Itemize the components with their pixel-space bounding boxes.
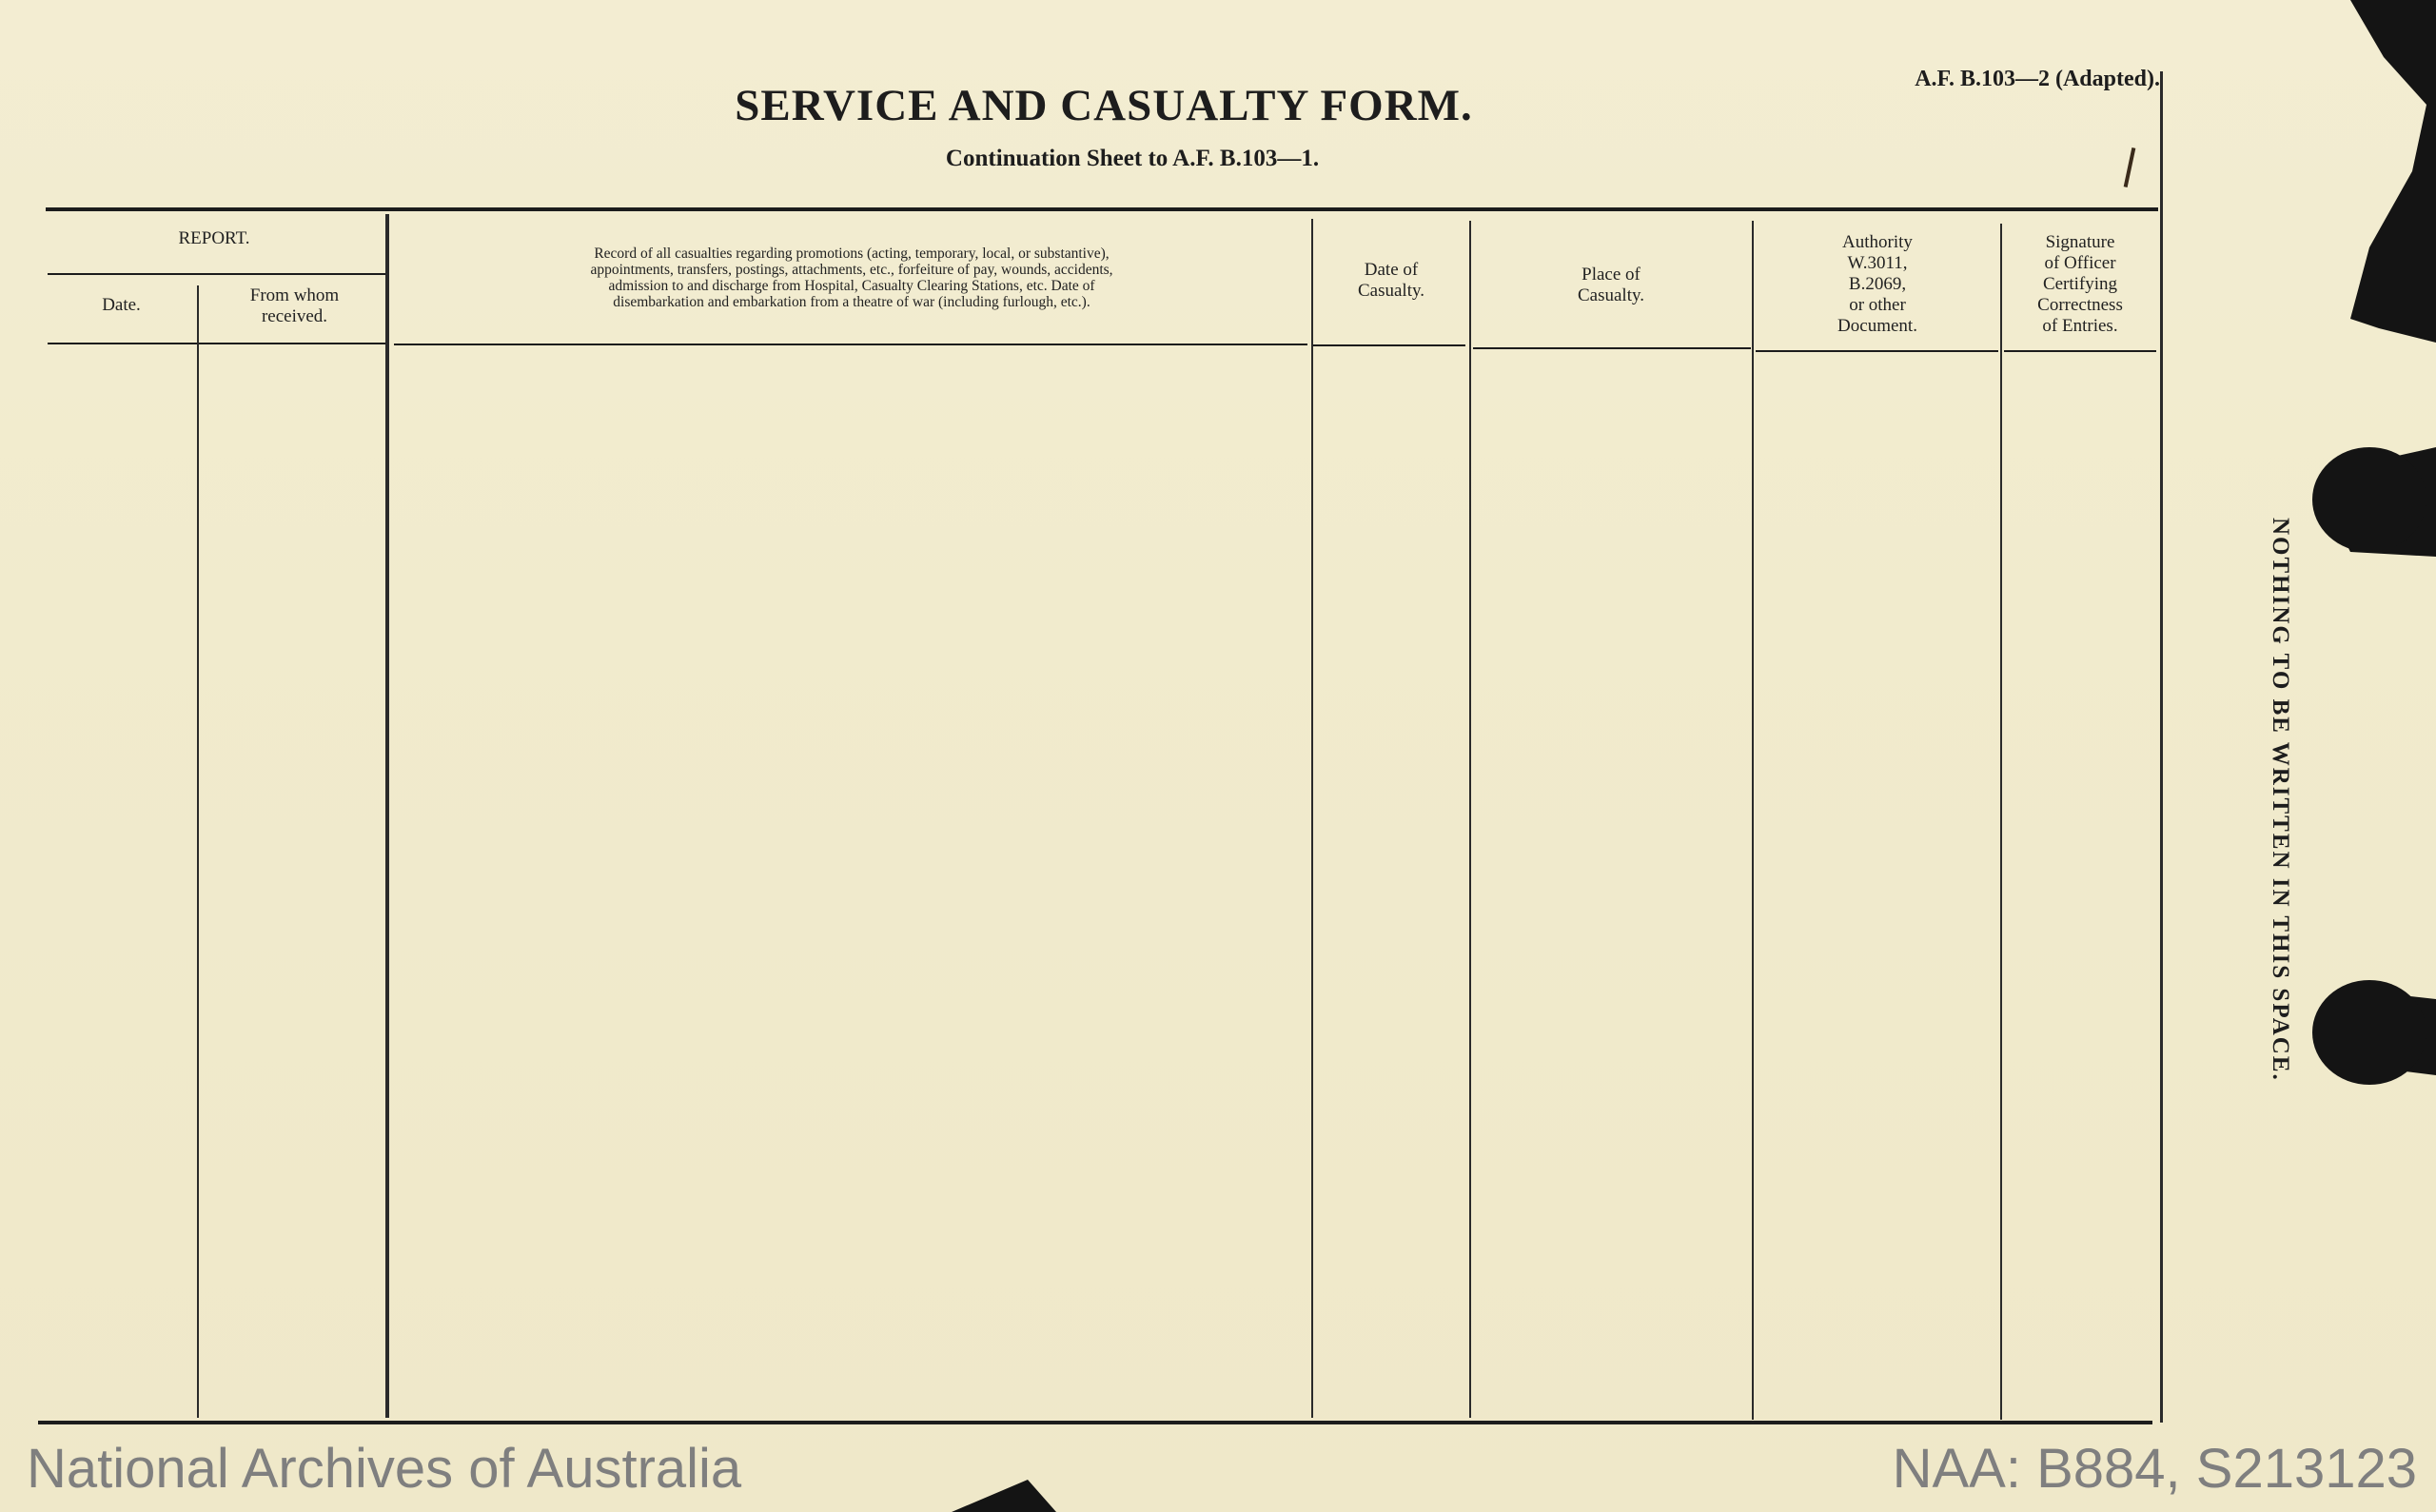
from-whom-line-2: received. bbox=[261, 306, 328, 326]
signature-line-5: of Entries. bbox=[2042, 316, 2118, 336]
date-of-casualty-line-2: Casualty. bbox=[1357, 281, 1424, 301]
column-line-record bbox=[1311, 219, 1313, 1418]
report-header: REPORT. bbox=[178, 228, 250, 248]
header-bottom-rule-record bbox=[394, 344, 1307, 345]
record-header-line-3: admission to and discharge from Hospital, Casualty Clearing Stations, etc. Date of bbox=[608, 278, 1095, 294]
table-top-rule bbox=[46, 207, 2158, 211]
authority-header bbox=[1757, 232, 1998, 337]
record-header-line-1: Record of all casualties regarding promotions (acting, temporary, local, or substantive), bbox=[594, 245, 1110, 262]
form-right-border bbox=[2160, 71, 2163, 1423]
header-bottom-rule-authority bbox=[1756, 350, 1998, 352]
record-header-line-4: disembarkation and embarkation from a theatre of war (including furlough, etc.). bbox=[613, 294, 1090, 310]
header-bottom-rule-place bbox=[1473, 347, 1751, 349]
authority-line-3: B.2069, bbox=[1848, 274, 1907, 294]
authority-line-5: Document. bbox=[1837, 316, 1917, 336]
column-line-report bbox=[385, 214, 389, 1418]
archive-reference: NAA: B884, S213123 bbox=[1892, 1438, 2417, 1500]
date-header: Date. bbox=[102, 295, 141, 315]
form-reference: A.F. B.103—2 (Adapted). bbox=[1915, 67, 2160, 91]
header-bottom-rule-left bbox=[48, 343, 385, 344]
table-bottom-rule bbox=[38, 1421, 2152, 1424]
record-header bbox=[471, 245, 1232, 310]
column-line-date bbox=[197, 285, 199, 1418]
form-title: SERVICE AND CASUALTY FORM. bbox=[735, 81, 1473, 130]
place-of-casualty-line-1: Place of bbox=[1581, 265, 1640, 285]
form-subtitle: Continuation Sheet to A.F. B.103—1. bbox=[945, 146, 1320, 171]
signature-line-2: of Officer bbox=[2044, 253, 2116, 273]
header-bottom-rule-date bbox=[1313, 344, 1465, 346]
place-of-casualty-header bbox=[1473, 265, 1749, 306]
report-sub-rule bbox=[48, 273, 385, 275]
header-bottom-rule-signature bbox=[2004, 350, 2156, 352]
signature-line-1: Signature bbox=[2045, 232, 2115, 252]
signature-line-4: Correctness bbox=[2037, 295, 2123, 315]
binder-hole-bottom bbox=[2312, 980, 2426, 1085]
authority-line-4: or other bbox=[1849, 295, 1906, 315]
binder-hole-top bbox=[2312, 447, 2426, 552]
column-line-date-casualty bbox=[1469, 221, 1471, 1418]
column-line-authority bbox=[2000, 224, 2002, 1420]
record-header-line-2: appointments, transfers, postings, attachments, etc., forfeiture of pay, wounds, accidents, bbox=[590, 262, 1113, 278]
column-line-place bbox=[1752, 221, 1754, 1420]
place-of-casualty-line-2: Casualty. bbox=[1577, 285, 1644, 305]
signature-header bbox=[2004, 232, 2156, 337]
from-whom-line-1: From whom bbox=[249, 285, 340, 305]
date-of-casualty-line-1: Date of bbox=[1364, 260, 1419, 280]
archive-watermark: National Archives of Australia bbox=[27, 1438, 742, 1500]
date-of-casualty-header bbox=[1315, 260, 1467, 302]
from-whom-header bbox=[202, 285, 387, 327]
authority-line-1: Authority bbox=[1842, 232, 1913, 252]
authority-line-2: W.3011, bbox=[1847, 253, 1908, 273]
side-margin-note: NOTHING TO BE WRITTEN IN THIS SPACE. bbox=[2268, 517, 2293, 1082]
signature-line-3: Certifying bbox=[2042, 274, 2118, 294]
